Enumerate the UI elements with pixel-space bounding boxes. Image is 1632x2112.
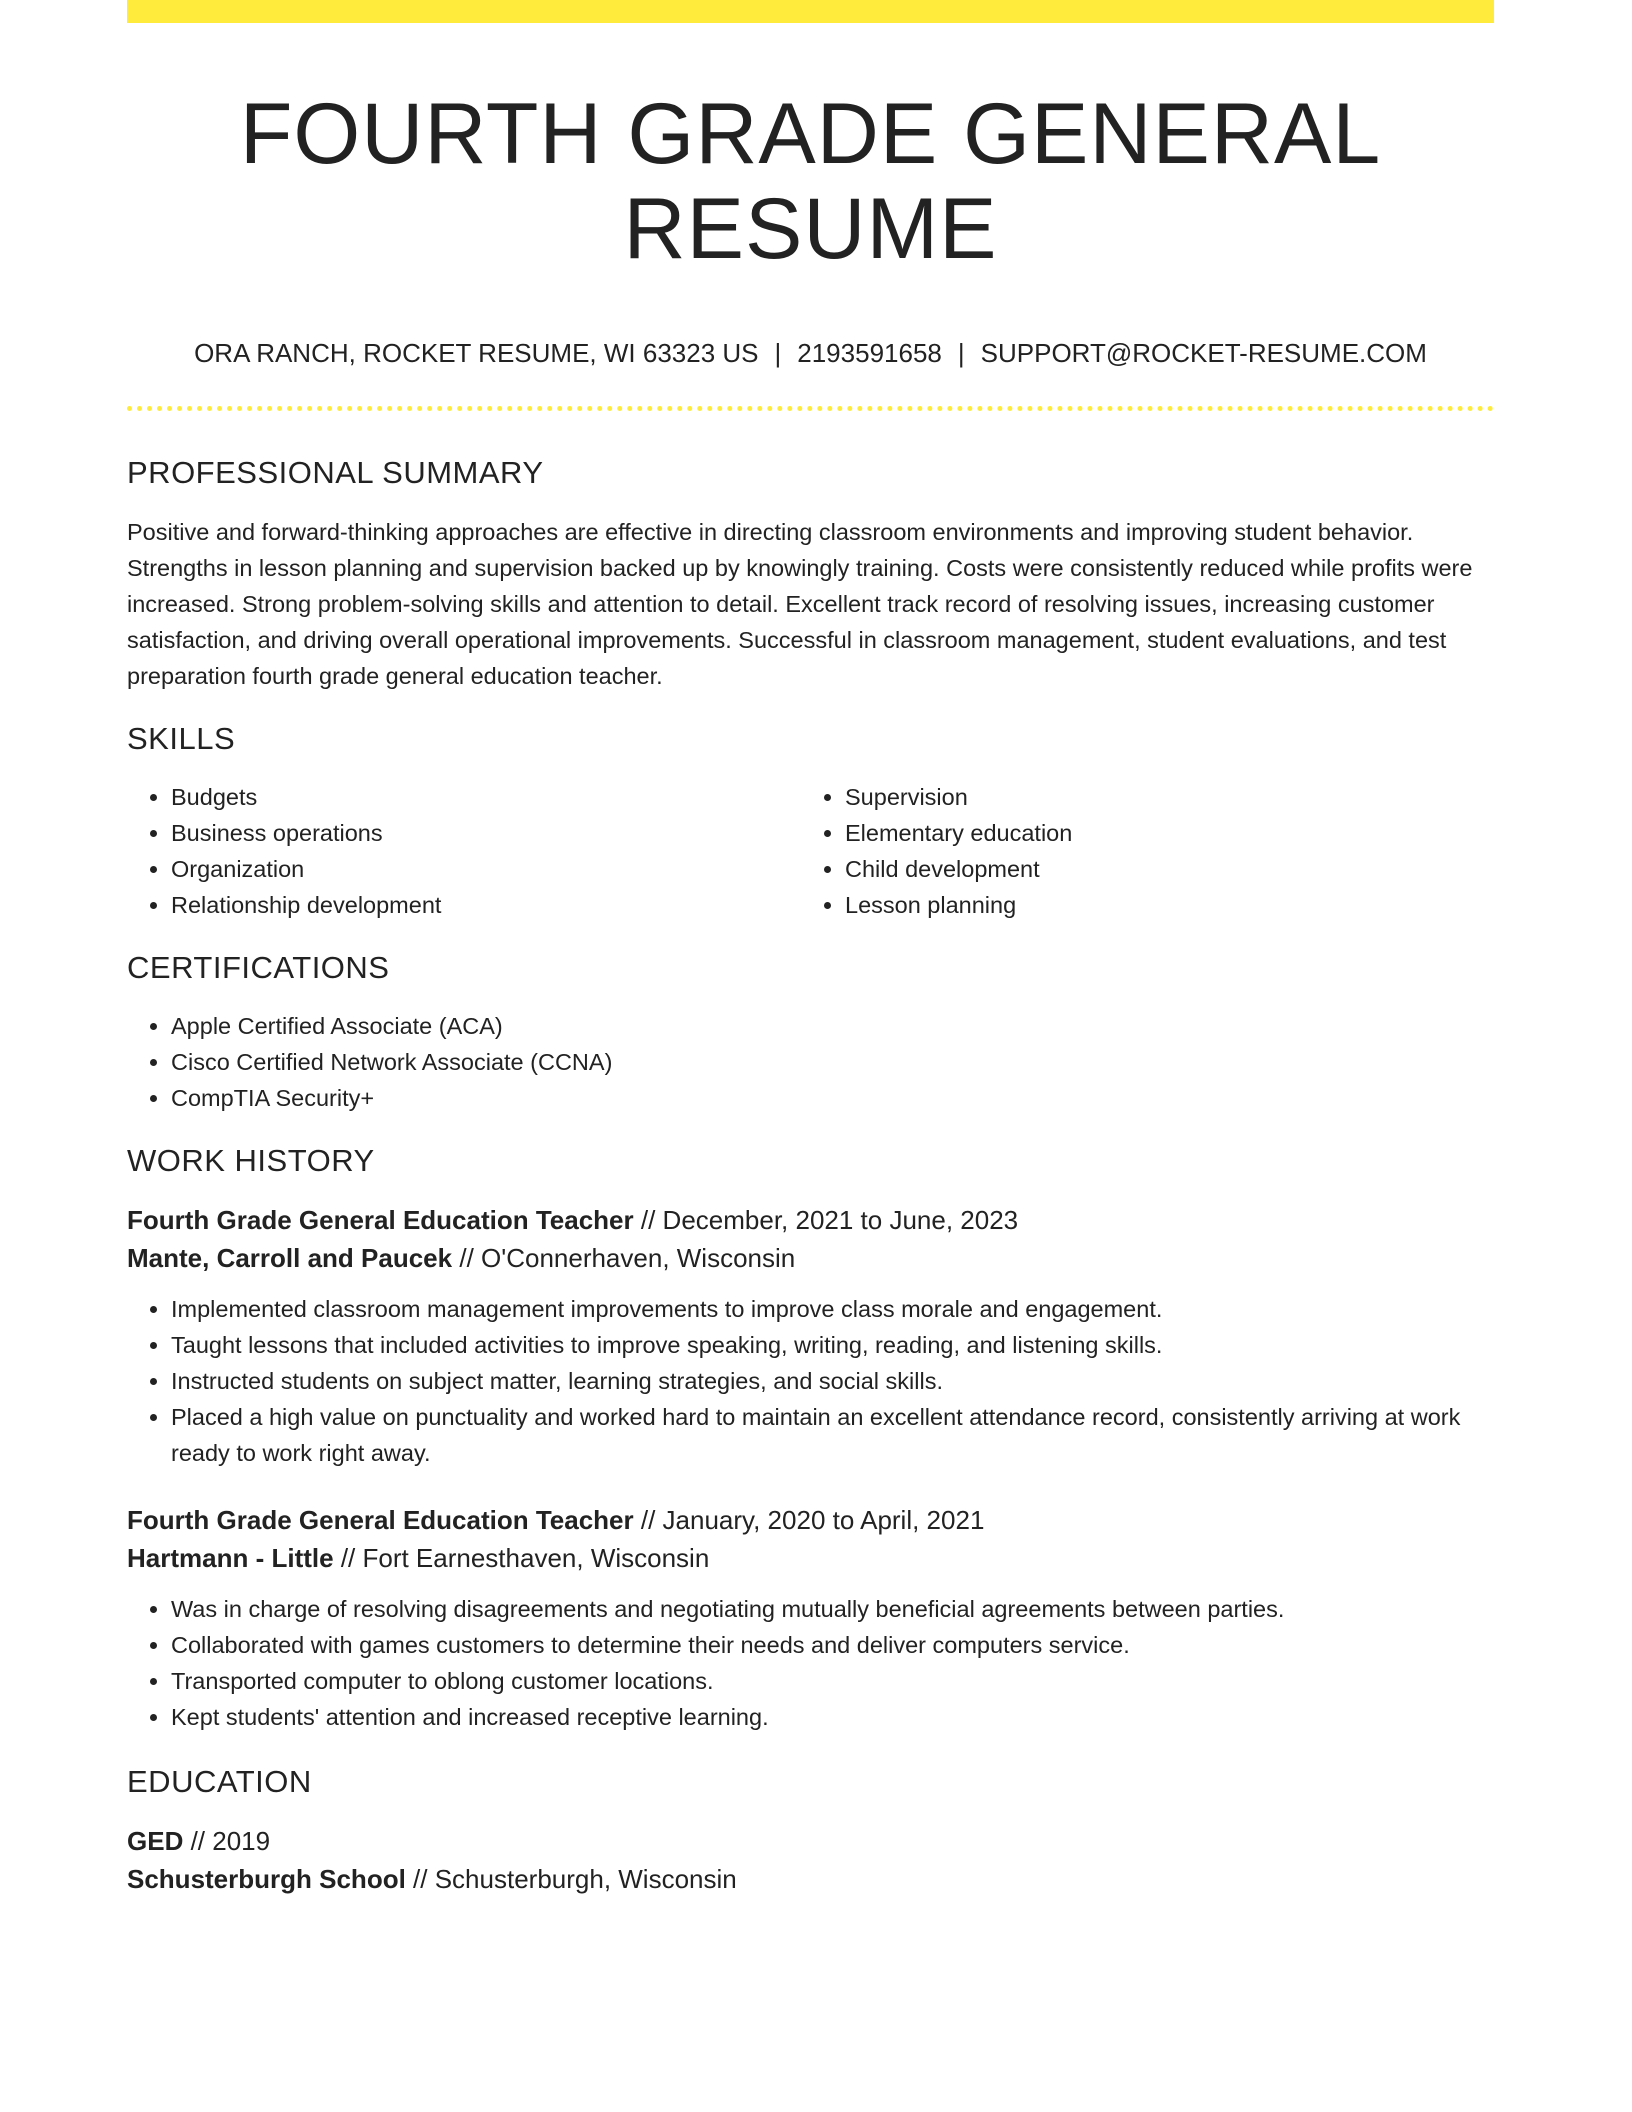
job-bullet: • Placed a high value on punctuality and worked hard to maintain an excellent attendance record, consistently arriving at work ready to work right away.	[171, 1399, 1494, 1471]
skills-column-right	[801, 779, 1475, 923]
job-role-line	[127, 1201, 1494, 1239]
job-company-line	[127, 1239, 1494, 1277]
job-bullet: • Taught lessons that included activities to improve speaking, writing, reading, and listening skills.	[171, 1327, 1494, 1363]
section-title-skills: SKILLS	[127, 720, 236, 756]
skill-item: • Elementary education	[845, 815, 1475, 851]
job-bullet: • Kept students' attention and increased receptive learning.	[171, 1699, 1494, 1735]
job-bullet: • Transported computer to oblong customer locations.	[171, 1663, 1494, 1699]
certification-item: • Apple Certified Associate (ACA)	[171, 1008, 1494, 1044]
job-entry-2	[127, 1501, 1494, 1577]
skill-item: • Relationship development	[171, 887, 801, 923]
contact-separator: |	[957, 338, 965, 369]
education-entry	[127, 1822, 1494, 1898]
dotted-divider	[127, 406, 1494, 411]
education-degree-line	[127, 1822, 1494, 1860]
skills-column-left	[127, 779, 801, 923]
job-bullet: • Implemented classroom management improvements to improve class morale and engagement.	[171, 1291, 1494, 1327]
job-role: Fourth Grade General Education Teacher	[127, 1205, 634, 1236]
contact-line	[127, 338, 1494, 369]
job-dates: // December, 2021 to June, 2023	[640, 1205, 1019, 1236]
contact-address: ORA RANCH, ROCKET RESUME, WI 63323 US	[194, 338, 759, 369]
certification-item: • Cisco Certified Network Associate (CCNA)	[171, 1044, 1494, 1080]
section-title-certifications: CERTIFICATIONS	[127, 949, 390, 985]
job-location: // O'Connerhaven, Wisconsin	[459, 1243, 796, 1274]
contact-email: SUPPORT@ROCKET-RESUME.COM	[980, 338, 1427, 369]
job-bullet: • Collaborated with games customers to determine their needs and deliver computers service.	[171, 1627, 1494, 1663]
job-bullet: • Instructed students on subject matter, learning strategies, and social skills.	[171, 1363, 1494, 1399]
education-degree: GED	[127, 1826, 184, 1857]
job-role-line	[127, 1501, 1494, 1539]
job-bullet: • Was in charge of resolving disagreements and negotiating mutually beneficial agreements between parties.	[171, 1591, 1494, 1627]
job-dates: // January, 2020 to April, 2021	[640, 1505, 985, 1536]
skill-item: • Business operations	[171, 815, 801, 851]
job-bullets	[127, 1291, 1494, 1471]
job-role: Fourth Grade General Education Teacher	[127, 1505, 634, 1536]
section-title-education: EDUCATION	[127, 1764, 312, 1800]
contact-separator: |	[774, 338, 782, 369]
skill-item: • Budgets	[171, 779, 801, 815]
skill-item: • Organization	[171, 851, 801, 887]
contact-phone: 2193591658	[797, 338, 942, 369]
skill-item: • Lesson planning	[845, 887, 1475, 923]
job-company-line	[127, 1539, 1494, 1577]
job-location: // Fort Earnesthaven, Wisconsin	[340, 1543, 710, 1574]
education-school: Schusterburgh School	[127, 1864, 406, 1895]
skill-item: • Child development	[845, 851, 1475, 887]
education-year: // 2019	[190, 1826, 271, 1857]
certification-item: • CompTIA Security+	[171, 1080, 1494, 1116]
resume-title: FOURTH GRADE GENERAL RESUME	[239, 86, 1382, 277]
section-title-work-history: WORK HISTORY	[127, 1142, 375, 1178]
resume-page	[127, 0, 1494, 1898]
job-bullets	[127, 1591, 1494, 1735]
skills-list	[127, 779, 1494, 923]
job-entry-1	[127, 1201, 1494, 1277]
top-accent-bar	[127, 0, 1494, 23]
job-company: Mante, Carroll and Paucek	[127, 1243, 453, 1274]
skill-item: • Supervision	[845, 779, 1475, 815]
section-title-summary: PROFESSIONAL SUMMARY	[127, 455, 544, 491]
job-company: Hartmann - Little	[127, 1543, 334, 1574]
education-school-line	[127, 1860, 1494, 1898]
certifications-list	[127, 1008, 1494, 1116]
summary-text: Positive and forward-thinking approaches are effective in directing classroom environments and improving student behavior. Strengths in lesson planning and supervision backed up by knowingly training. Costs were consistently reduced while profits were increased. Strong problem-solving skills and attention to detail. Excellent track record of resolving issues, increasing customer satisfaction, and driving overall operational improvements. Successful in classroom management, student evaluations, and test preparation fourth grade general education teacher.	[127, 518, 1473, 689]
education-location: // Schusterburgh, Wisconsin	[413, 1864, 737, 1895]
